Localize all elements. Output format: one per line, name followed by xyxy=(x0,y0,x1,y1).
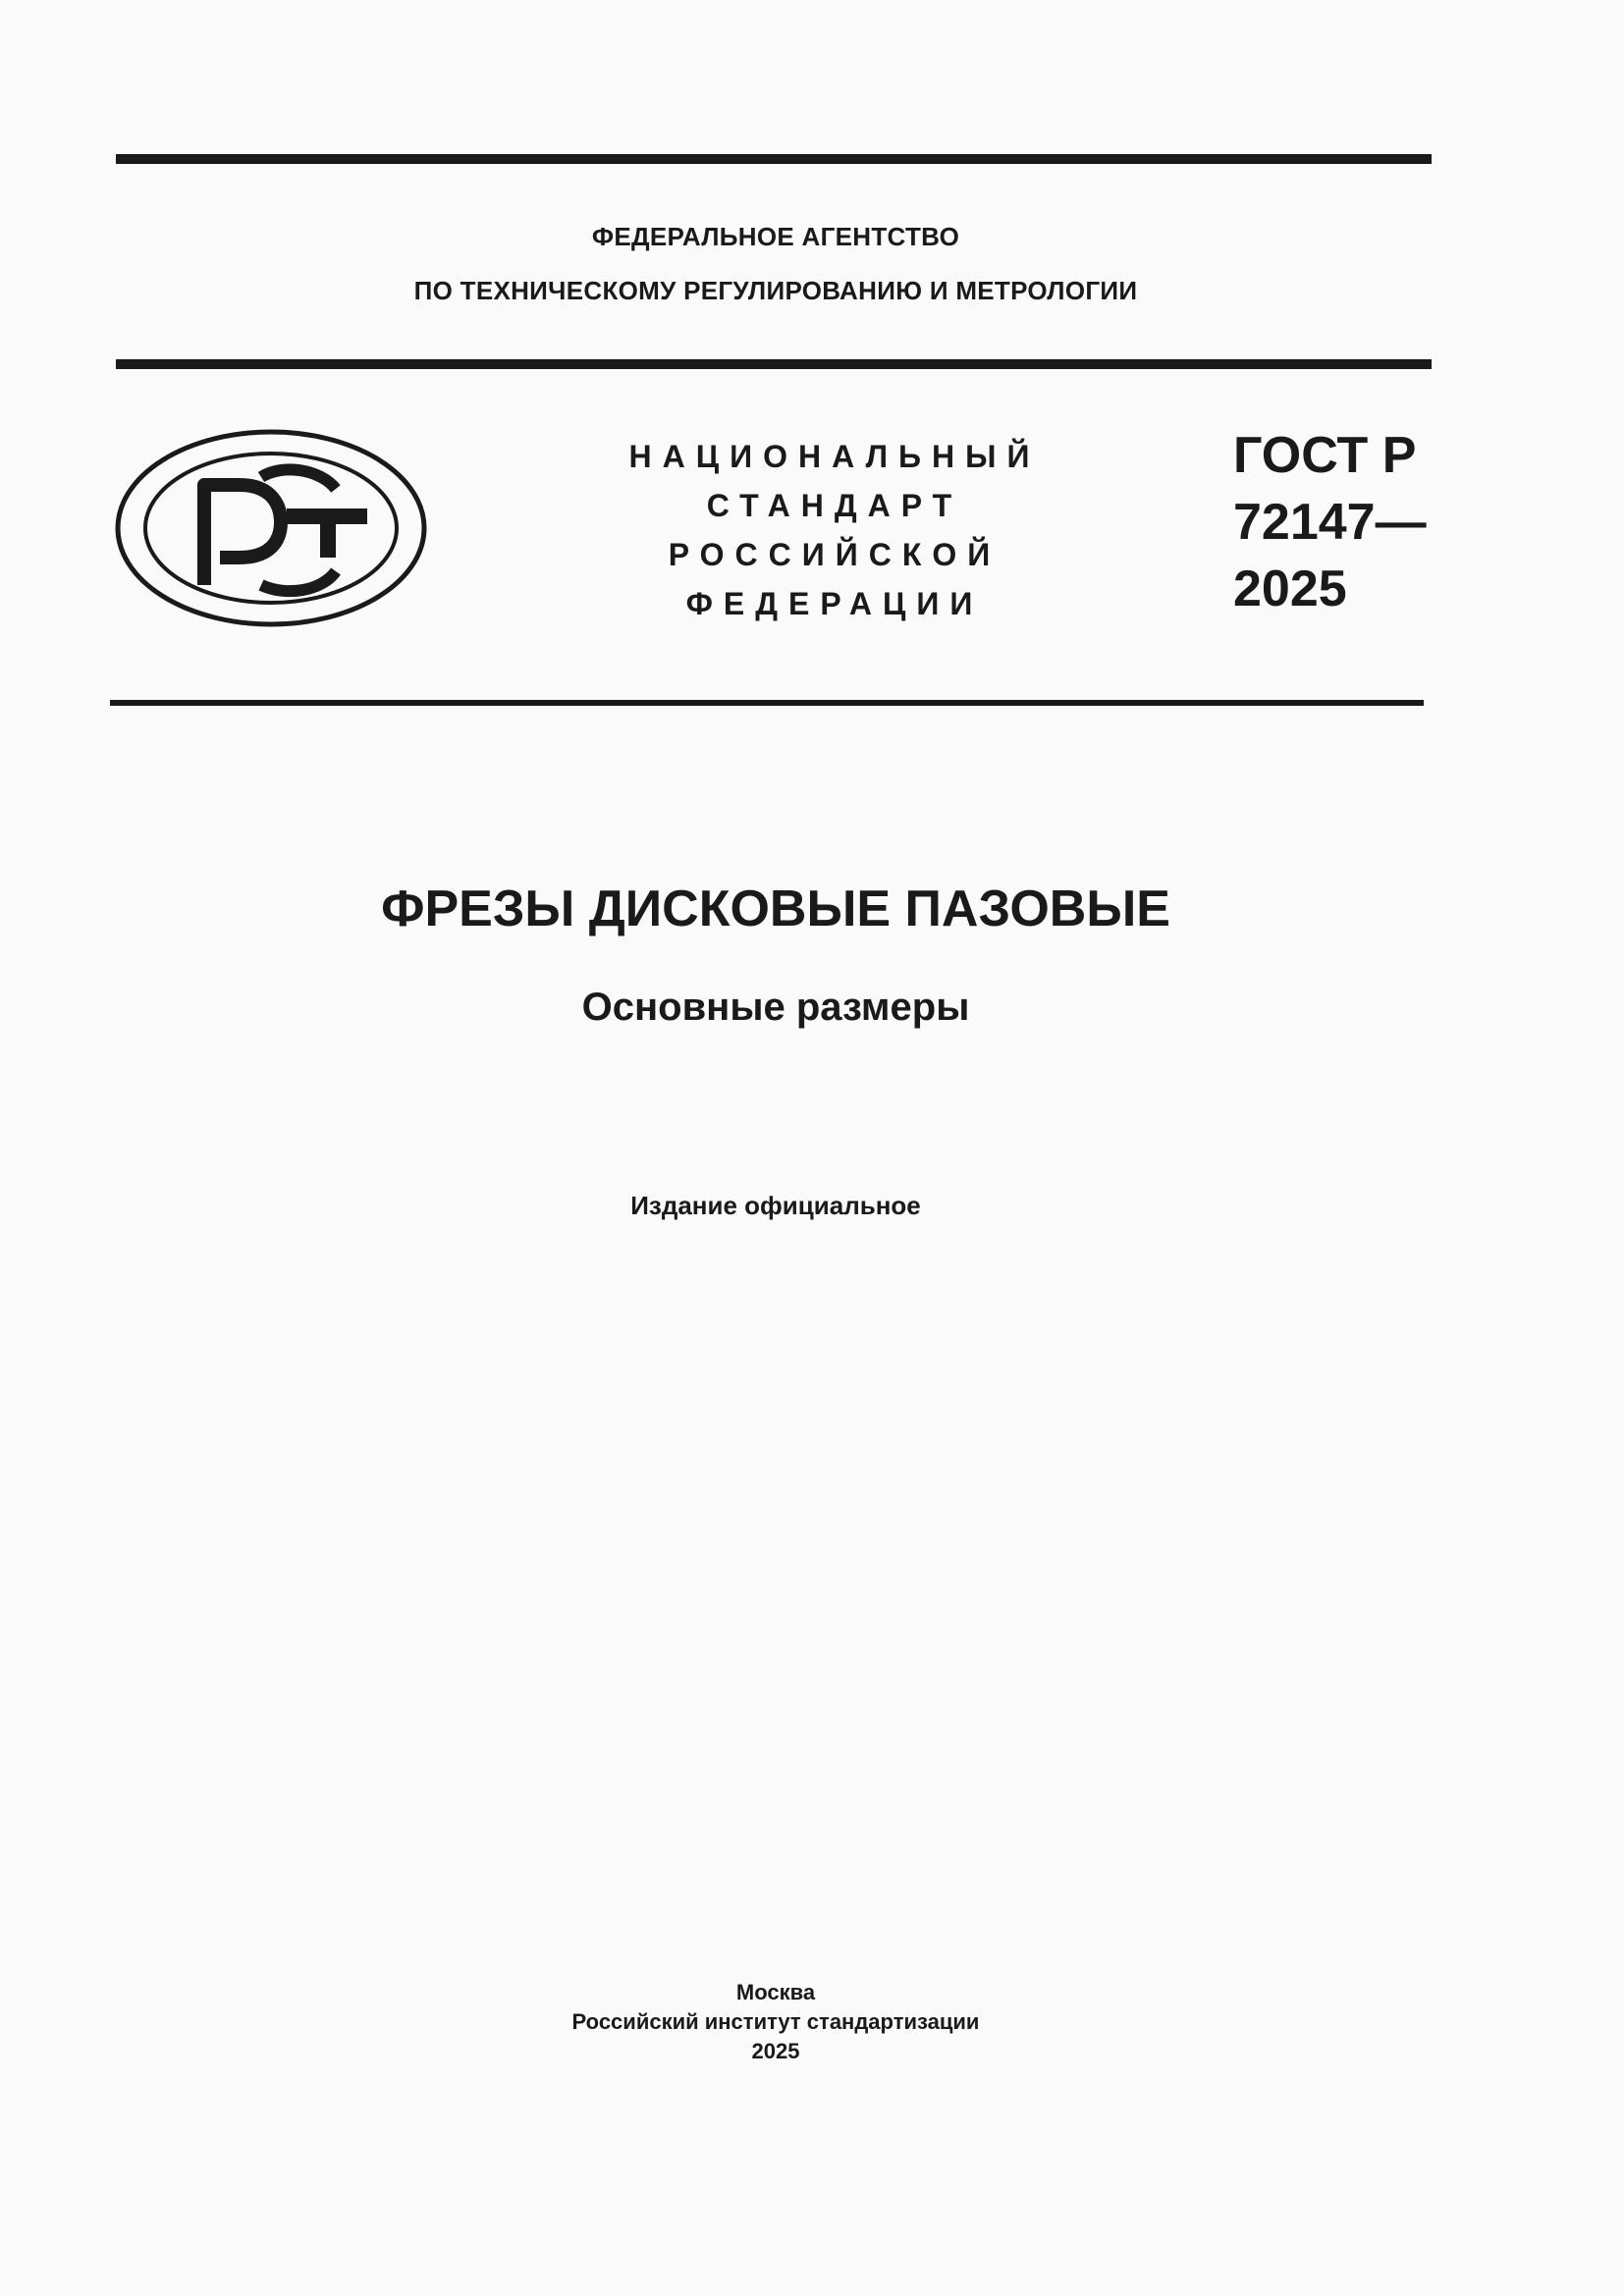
national-standard-heading xyxy=(569,432,1100,628)
agency-name-line1: ФЕДЕРАЛЬНОЕ АГЕНТСТВО xyxy=(591,222,960,251)
standard-designation xyxy=(1233,422,1427,622)
edition-note: Издание официальное xyxy=(630,1191,921,1220)
top-rule xyxy=(116,154,1432,164)
standard-code: ГОСТ Р xyxy=(1233,427,1417,484)
agency-name-line2: ПО ТЕХНИЧЕСКОМУ РЕГУЛИРОВАНИЮ И МЕТРОЛОГИИ xyxy=(413,276,1138,305)
imprint-year: 2025 xyxy=(751,2039,800,2063)
rst-logo xyxy=(114,428,428,628)
national-line: ФЕДЕРАЦИИ xyxy=(685,586,984,621)
rst-certification-mark-icon xyxy=(114,428,428,628)
standard-number: 72147— xyxy=(1233,494,1427,551)
imprint xyxy=(0,1978,1551,2066)
document-subtitle: Основные размеры xyxy=(581,986,970,1029)
national-line: НАЦИОНАЛЬНЫЙ xyxy=(628,439,1041,474)
header-rule xyxy=(116,359,1432,369)
standard-year: 2025 xyxy=(1233,561,1347,617)
imprint-city: Москва xyxy=(735,1980,816,2004)
national-line: СТАНДАРТ xyxy=(706,488,963,523)
national-line: РОССИЙСКОЙ xyxy=(668,537,1001,572)
imprint-publisher: Российский институт стандартизации xyxy=(571,2009,980,2034)
document-title: ФРЕЗЫ ДИСКОВЫЕ ПАЗОВЫЕ xyxy=(381,881,1170,937)
logo-rule xyxy=(110,700,1424,706)
